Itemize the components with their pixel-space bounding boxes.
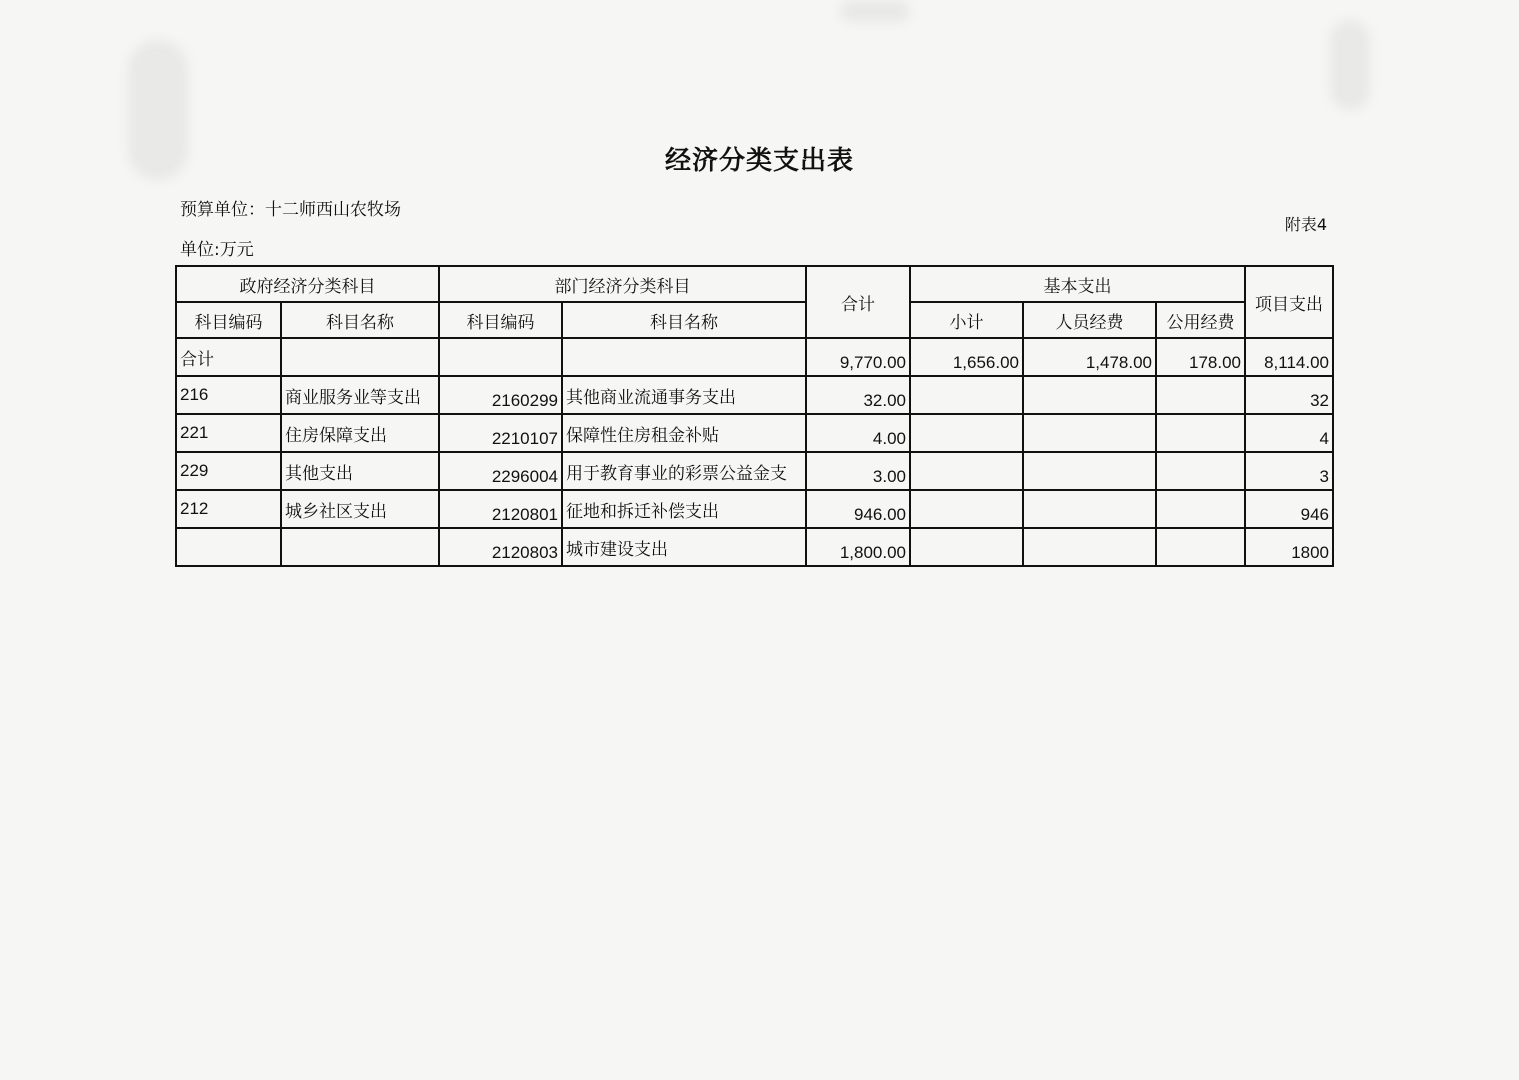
cell-total: 32.00 <box>806 376 910 414</box>
cell-subtotal <box>910 528 1023 566</box>
header-personnel: 人员经费 <box>1023 302 1156 338</box>
cell-personnel <box>1023 452 1156 490</box>
cell-subtotal <box>910 376 1023 414</box>
cell-dept-name: 征地和拆迁补偿支出 <box>562 490 806 528</box>
cell-subtotal <box>910 414 1023 452</box>
cell-dept-code: 2210107 <box>439 414 562 452</box>
header-subtotal: 小计 <box>910 302 1023 338</box>
cell-public <box>1156 452 1245 490</box>
header-row-top <box>176 266 1333 302</box>
cell-dept-name: 保障性住房租金补贴 <box>562 414 806 452</box>
header-row-bottom <box>176 302 1333 338</box>
cell-gov-code: 212 <box>176 490 281 528</box>
cell-personnel <box>1023 528 1156 566</box>
cell-personnel <box>1023 414 1156 452</box>
cell-public <box>1156 414 1245 452</box>
table-row <box>176 528 1333 566</box>
cell-dept-name <box>562 338 806 376</box>
cell-personnel: 1,478.00 <box>1023 338 1156 376</box>
header-dept-name: 科目名称 <box>562 302 806 338</box>
cell-dept-code: 2120801 <box>439 490 562 528</box>
scan-smudge-right <box>1330 20 1370 110</box>
cell-project: 946 <box>1245 490 1333 528</box>
cell-project: 32 <box>1245 376 1333 414</box>
cell-dept-name: 其他商业流通事务支出 <box>562 376 806 414</box>
header-basic-group: 基本支出 <box>910 266 1245 302</box>
cell-total: 9,770.00 <box>806 338 910 376</box>
header-gov-group: 政府经济分类科目 <box>176 266 439 302</box>
cell-gov-code: 216 <box>176 376 281 414</box>
table-row <box>176 414 1333 452</box>
cell-project: 8,114.00 <box>1245 338 1333 376</box>
cell-total: 946.00 <box>806 490 910 528</box>
cell-total: 1,800.00 <box>806 528 910 566</box>
cell-gov-name: 商业服务业等支出 <box>281 376 439 414</box>
header-dept-group: 部门经济分类科目 <box>439 266 806 302</box>
cell-subtotal <box>910 490 1023 528</box>
cell-gov-code: 221 <box>176 414 281 452</box>
cell-gov-name: 城乡社区支出 <box>281 490 439 528</box>
cell-dept-code: 2296004 <box>439 452 562 490</box>
header-project: 项目支出 <box>1245 266 1333 338</box>
attachment-label: 附表4 <box>1284 215 1327 234</box>
cell-subtotal <box>910 452 1023 490</box>
cell-dept-code <box>439 338 562 376</box>
table-row <box>176 376 1333 414</box>
cell-gov-name <box>281 528 439 566</box>
cell-gov-name <box>281 338 439 376</box>
cell-dept-code: 2160299 <box>439 376 562 414</box>
header-public: 公用经费 <box>1156 302 1245 338</box>
cell-personnel <box>1023 490 1156 528</box>
header-gov-code: 科目编码 <box>176 302 281 338</box>
cell-dept-code: 2120803 <box>439 528 562 566</box>
cell-project: 4 <box>1245 414 1333 452</box>
cell-project: 1800 <box>1245 528 1333 566</box>
budget-unit-label: 预算单位：十二师西山农牧场 <box>180 200 401 220</box>
table-row <box>176 452 1333 490</box>
cell-gov-name: 住房保障支出 <box>281 414 439 452</box>
cell-public <box>1156 376 1245 414</box>
table-row <box>176 490 1333 528</box>
table-row-total <box>176 338 1333 376</box>
header-gov-name: 科目名称 <box>281 302 439 338</box>
unit-label: 单位:万元 <box>180 240 254 260</box>
cell-personnel <box>1023 376 1156 414</box>
header-total: 合计 <box>806 266 910 338</box>
cell-total: 3.00 <box>806 452 910 490</box>
cell-total: 4.00 <box>806 414 910 452</box>
cell-public <box>1156 490 1245 528</box>
page-title: 经济分类支出表 <box>664 146 854 176</box>
cell-dept-name: 用于教育事业的彩票公益金支 <box>562 452 806 490</box>
header-dept-code: 科目编码 <box>439 302 562 338</box>
cell-gov-code: 合计 <box>176 338 281 376</box>
expenditure-table <box>175 265 1334 567</box>
cell-dept-name: 城市建设支出 <box>562 528 806 566</box>
cell-gov-code: 229 <box>176 452 281 490</box>
cell-gov-name: 其他支出 <box>281 452 439 490</box>
cell-public: 178.00 <box>1156 338 1245 376</box>
cell-subtotal: 1,656.00 <box>910 338 1023 376</box>
cell-public <box>1156 528 1245 566</box>
scan-smudge-top <box>840 0 910 22</box>
cell-gov-code <box>176 528 281 566</box>
cell-project: 3 <box>1245 452 1333 490</box>
